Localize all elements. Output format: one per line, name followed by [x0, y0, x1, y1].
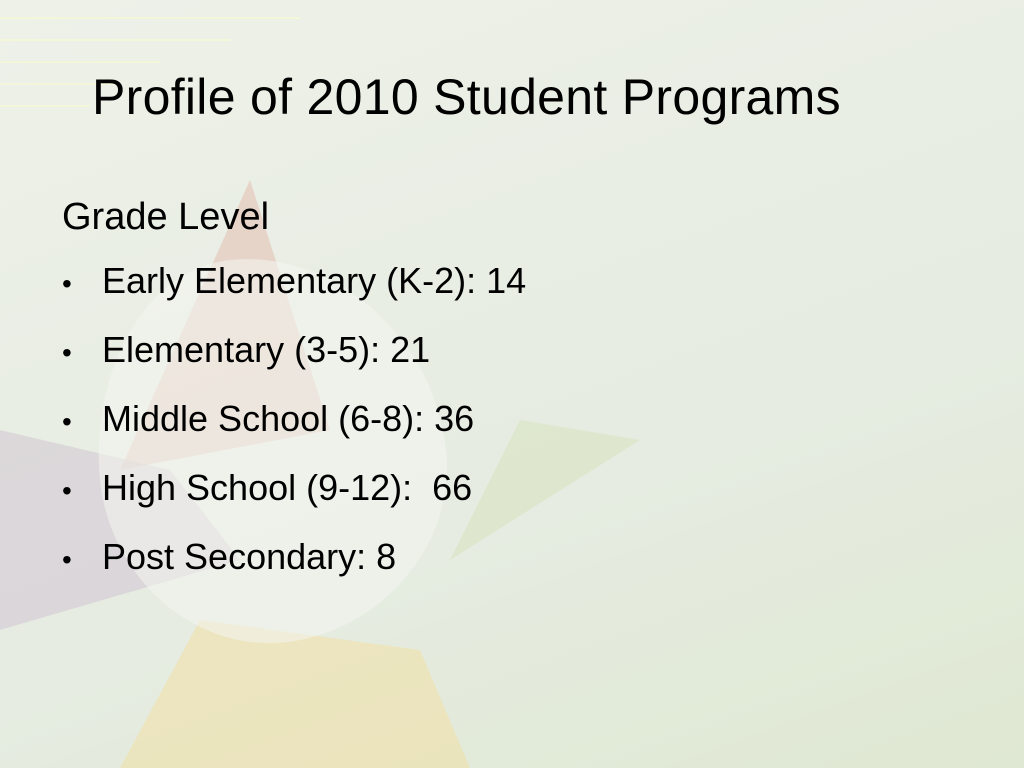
list-item	[62, 532, 942, 585]
list-item	[62, 325, 942, 378]
list-item-text: Early Elementary (K-2): 14	[102, 260, 527, 301]
bullet-icon: •	[62, 406, 72, 437]
list-item-text: High School (9-12): 66	[102, 467, 473, 508]
list-item	[62, 256, 942, 309]
slide-content	[62, 190, 942, 601]
section-heading: Grade Level	[62, 196, 270, 238]
bullet-icon: •	[62, 475, 72, 506]
bullet-icon: •	[62, 268, 72, 299]
bullet-icon: •	[62, 544, 72, 575]
star-petal-yellow	[120, 620, 470, 768]
list-item-text: Post Secondary: 8	[102, 536, 397, 577]
bullet-icon: •	[62, 337, 72, 368]
list-item-text: Middle School (6-8): 36	[102, 398, 475, 439]
bullet-list	[62, 256, 942, 585]
list-item	[62, 394, 942, 447]
list-item	[62, 463, 942, 516]
slide-title: Profile of 2010 Student Programs	[92, 69, 841, 125]
list-item-text: Elementary (3-5): 21	[102, 329, 431, 370]
